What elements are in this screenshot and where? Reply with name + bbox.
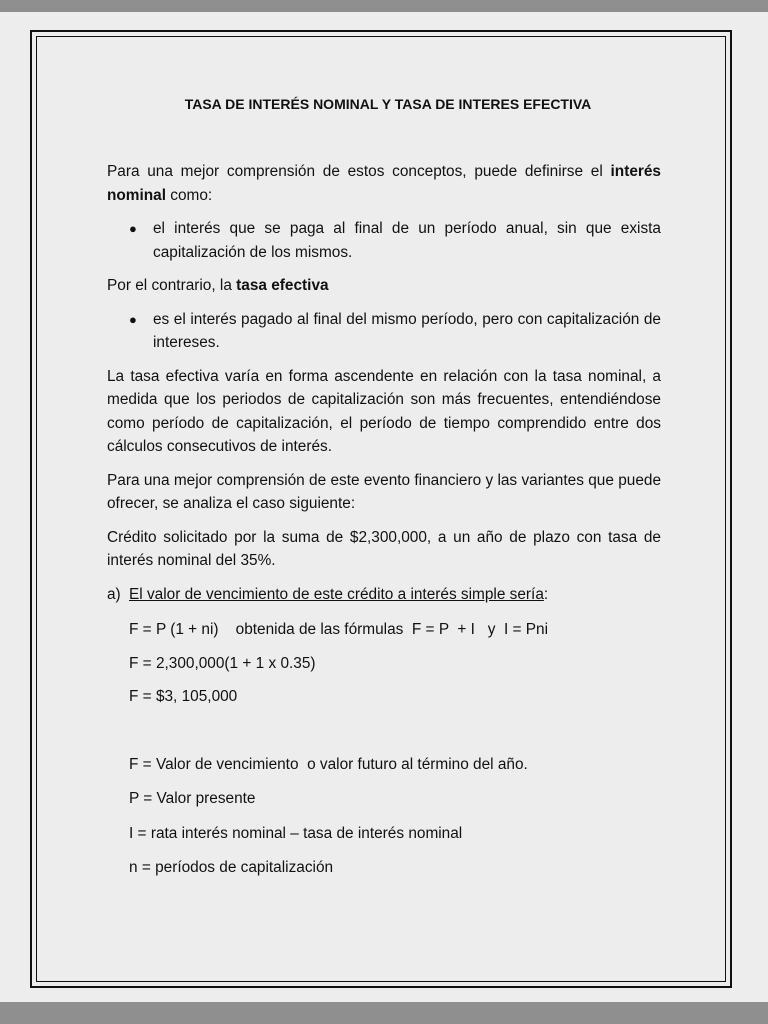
bullet-icon: ●: [129, 311, 137, 327]
bullet-list-nominal: [107, 217, 661, 264]
paragraph-tasa-efectiva: La tasa efectiva varía en forma ascendente en relación con la tasa nominal, a medida que los periodos de capitalización son más frecuentes, entendiéndose como período de capitalización, el período de tiempo comprendido entre dos cálculos consecutivos de interés.: [107, 367, 661, 455]
formula-line: F = $3, 105,000: [129, 688, 238, 705]
paragraph-analisis: Para una mejor comprensión de este evento financiero y las variantes que puede ofrecer, se analiza el caso siguiente:: [107, 471, 661, 512]
legend-line: n = períodos de capitalización: [129, 859, 334, 876]
list-item: ● es el interés pagado al final del mismo período, pero con capitalización de intereses.: [153, 308, 661, 355]
legend-line: P = Valor presente: [129, 790, 256, 807]
legend-line: F = Valor de vencimiento o valor futuro al término del año.: [129, 755, 528, 773]
document-body: [107, 94, 661, 891]
document-page: [0, 12, 768, 1002]
formula-line: F = 2,300,000(1 + 1 x 0.35): [129, 654, 316, 672]
paragraph-intro: Para una mejor comprensión de estos conceptos, puede definirse el interés nominal como:: [107, 163, 661, 204]
formula-line: F = P (1 + ni) obtenida de las fórmulas F = P + I y I = Pni: [129, 621, 549, 638]
bullet-list-efectiva: [107, 308, 661, 355]
paragraph-contrast: Por el contrario, la tasa efectiva: [107, 277, 329, 294]
list-item: ● el interés que se paga al final de un período anual, sin que exista capitalización de los mismos.: [153, 217, 661, 264]
document-title: TASA DE INTERÉS NOMINAL Y TASA DE INTERES EFECTIVA: [184, 96, 592, 112]
bullet-icon: ●: [129, 221, 137, 236]
item-a: a) El valor de vencimiento de este crédito a interés simple sería:: [107, 585, 549, 603]
spacer: [107, 719, 661, 753]
legend-line: I = rata interés nominal – tasa de interés nominal: [129, 824, 463, 842]
paragraph-credito: Crédito solicitado por la suma de $2,300,000, a un año de plazo con tasa de interés nominal del 35%.: [107, 528, 661, 569]
